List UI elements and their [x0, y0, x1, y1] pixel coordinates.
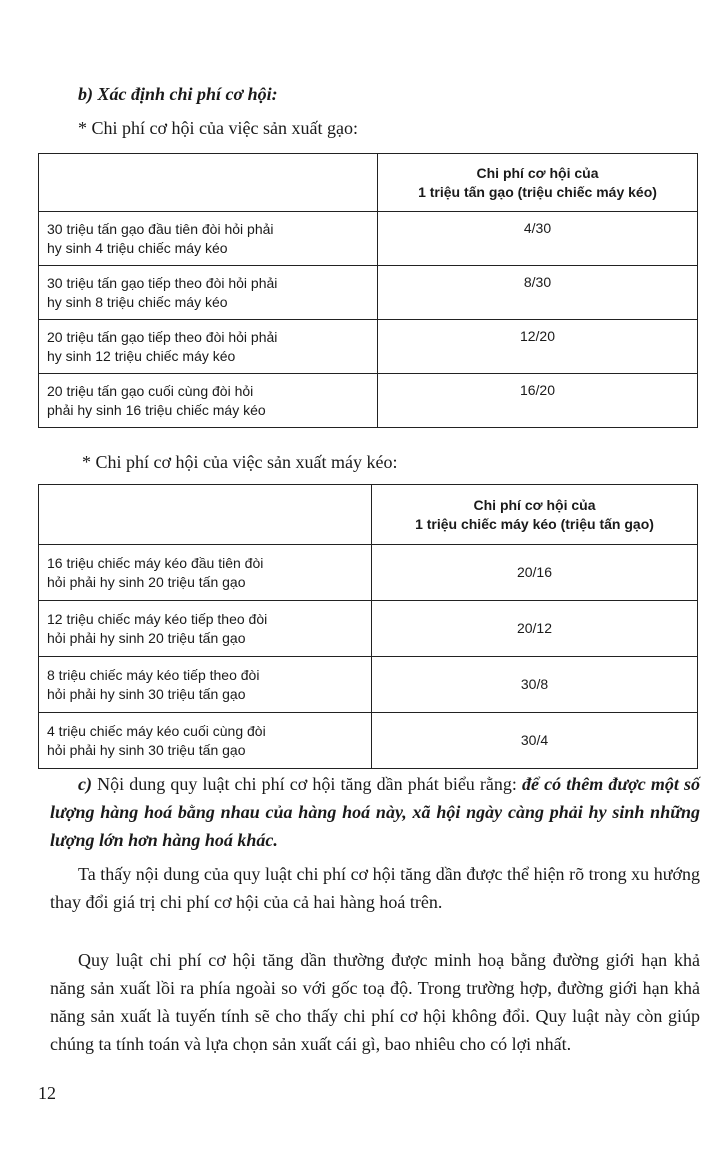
description-line-1: 30 triệu tấn gạo tiếp theo đòi hỏi phải — [47, 274, 278, 291]
row-value: 20/16 — [372, 545, 698, 601]
row-description — [39, 374, 378, 428]
description-line-1: 20 triệu tấn gạo cuối cùng đòi hỏi — [47, 382, 254, 399]
row-value: 16/20 — [378, 374, 698, 428]
table-row — [39, 374, 698, 428]
table-row — [39, 713, 698, 769]
description-line-2: phải hy sinh 16 triệu chiếc máy kéo — [47, 401, 266, 418]
description-line-2: hỏi phải hy sinh 30 triệu tấn gạo — [47, 741, 246, 758]
table-header-row — [39, 485, 698, 545]
paragraph-ppf-text: Quy luật chi phí cơ hội tăng dần thường được minh hoạ bằng đường giới hạn khả năng sản xuất lồi ra phía ngoài so với gốc toạ độ. Trong trường hợp, đường giới hạn khả năng sản xuất là tuyến tính sẽ cho thấy chi phí cơ hội không đổi. Quy luật này còn giúp chúng ta tính toán và lựa chọn sản xuất cái gì, bao nhiêu cho có lợi nhất. — [50, 950, 700, 1054]
row-description — [39, 601, 372, 657]
row-value: 30/8 — [372, 657, 698, 713]
header-line-1: Chi phí cơ hội của — [476, 164, 599, 181]
description-line-1: 4 triệu chiếc máy kéo cuối cùng đòi — [47, 722, 266, 739]
tractor-table-header — [372, 485, 698, 545]
header-line-2: 1 triệu tấn gạo (triệu chiếc máy kéo) — [418, 183, 657, 200]
row-description — [39, 713, 372, 769]
row-description — [39, 320, 378, 374]
section-c-label: c) — [78, 774, 92, 794]
table-row — [39, 545, 698, 601]
section-c-intro: Nội dung quy luật chi phí cơ hội tăng dần phát biểu rằng: — [97, 774, 517, 794]
description-line-1: 12 triệu chiếc máy kéo tiếp theo đòi — [47, 610, 268, 627]
description-line-1: 30 triệu tấn gạo đầu tiên đòi hỏi phải — [47, 220, 274, 237]
row-value: 20/12 — [372, 601, 698, 657]
header-line-2: 1 triệu chiếc máy kéo (triệu tấn gạo) — [415, 515, 654, 532]
row-value: 30/4 — [372, 713, 698, 769]
row-value: 12/20 — [378, 320, 698, 374]
page-number: 12 — [38, 1083, 56, 1103]
row-value: 8/30 — [378, 266, 698, 320]
row-description — [39, 657, 372, 713]
description-line-2: hy sinh 4 triệu chiếc máy kéo — [47, 239, 228, 256]
empty-header-cell — [39, 485, 372, 545]
table-row — [39, 266, 698, 320]
tractor-opportunity-cost-table — [38, 484, 698, 769]
section-b-heading: b) Xác định chi phí cơ hội: — [78, 84, 278, 104]
paragraph-ppf — [50, 946, 700, 1058]
paragraph-trend — [50, 860, 700, 916]
row-description — [39, 545, 372, 601]
description-line-1: 8 triệu chiếc máy kéo tiếp theo đòi — [47, 666, 260, 683]
description-line-2: hỏi phải hy sinh 30 triệu tấn gạo — [47, 685, 246, 702]
paragraph-trend-text: Ta thấy nội dung của quy luật chi phí cơ hội tăng dần được thể hiện rõ trong xu hướng thay đổi giá trị chi phí cơ hội của cả hai hàng hoá trên. — [50, 864, 700, 912]
row-value: 4/30 — [378, 212, 698, 266]
table-header-row — [39, 154, 698, 212]
table-row — [39, 601, 698, 657]
tractor-cost-bullet: * Chi phí cơ hội của việc sản xuất máy kéo: — [82, 452, 398, 472]
empty-header-cell — [39, 154, 378, 212]
table-row — [39, 212, 698, 266]
row-description — [39, 266, 378, 320]
section-c-paragraph — [50, 770, 700, 854]
rice-cost-bullet: * Chi phí cơ hội của việc sản xuất gạo: — [78, 118, 358, 138]
description-line-1: 16 triệu chiếc máy kéo đầu tiên đòi — [47, 554, 264, 571]
description-line-2: hy sinh 8 triệu chiếc máy kéo — [47, 293, 228, 310]
table-row — [39, 657, 698, 713]
row-description — [39, 212, 378, 266]
table-row — [39, 320, 698, 374]
section-c-emphasis: để có thêm được một số lượng hàng hoá bằng nhau của hàng hoá này, xã hội ngày càng phải hy sinh những lượng lớn hơn hàng hoá khác. — [50, 774, 701, 850]
rice-table-header — [378, 154, 698, 212]
description-line-2: hỏi phải hy sinh 20 triệu tấn gạo — [47, 573, 246, 590]
description-line-1: 20 triệu tấn gạo tiếp theo đòi hỏi phải — [47, 328, 278, 345]
description-line-2: hy sinh 12 triệu chiếc máy kéo — [47, 347, 236, 364]
description-line-2: hỏi phải hy sinh 20 triệu tấn gạo — [47, 629, 246, 646]
rice-opportunity-cost-table — [38, 153, 698, 428]
header-line-1: Chi phí cơ hội của — [473, 496, 596, 513]
